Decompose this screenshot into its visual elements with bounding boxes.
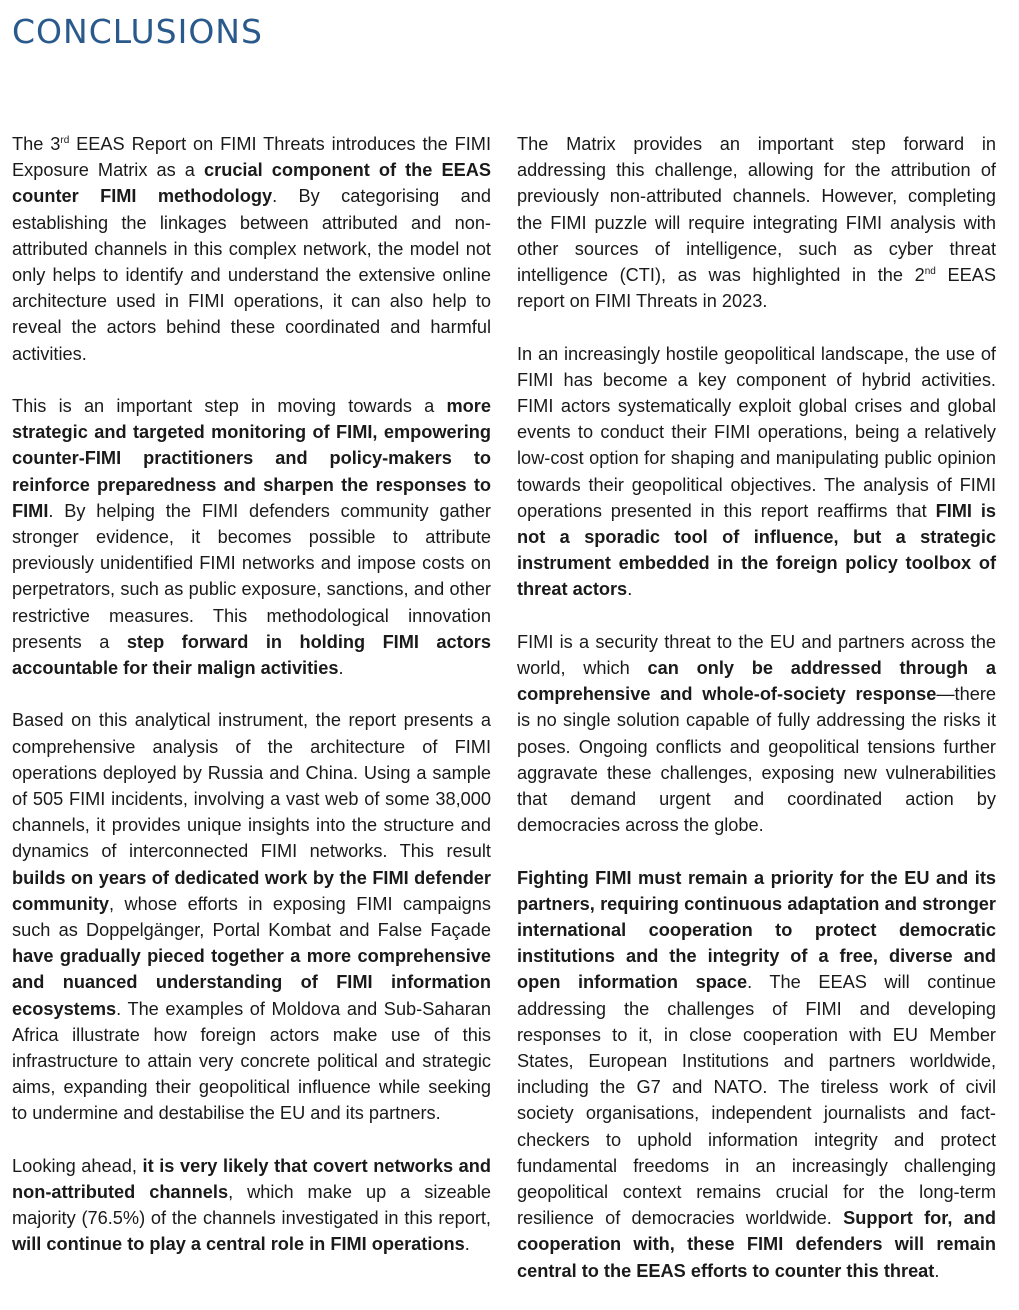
text-run: FIMI is a security threat to the EU and partners across the world, which [517,631,996,679]
text-run: , which make up a sizeable majority (76.5%) of the channels investigated in this report, [12,1182,491,1229]
bold-text: FIMI is not a sporadic tool of influence, but a strategic instrument embedded in the foreign policy toolbox of threat actors [517,500,996,600]
text-run: This is an important step in moving towards a [12,396,447,417]
text-run: Based on this analytical instrument, the report presents a comprehensive analysis of the architecture of FIMI operations deployed by Russia and China. Using a sample of 505 FIMI incidents, involving a vast web of some 38,000 channels, it provides unique insights into the structure and dynamics of interconnected FIMI networks. This result [12,710,491,862]
text-run: EEAS report on FIMI Threats in 2023. [517,265,996,312]
bold-text: will continue to play a central role in FIMI operations [12,1234,465,1255]
text-run: The 3 [12,134,61,154]
superscript-text: nd [924,266,936,278]
bold-text: more strategic and targeted monitoring of FIMI, empowering counter-FIMI practitioners and policy-makers to reinforce preparedness and sharpen the responses to FIMI [12,396,491,521]
right-column [517,131,996,1310]
text-run: . The examples of Moldova and Sub-Saharan Africa illustrate how foreign actors make use of this infrastructure to attain very concrete political and strategic aims, expanding their geopolitical influence while seeking to undermine and destabilise the EU and its partners. [12,998,491,1124]
text-run: . By helping the FIMI defenders community gather stronger evidence, it becomes possible to attribute previously unidentified FIMI networks and impose costs on perpetrators, such as public exposure, sanctions, and other restrictive measures. This methodological innovation presents a [12,500,491,652]
bold-text: it is very likely that covert networks and non-attributed channels [12,1155,491,1203]
left-paragraph-1 [12,131,491,367]
bold-text: can only be addressed through a comprehensive and whole-of-society response [517,658,996,705]
text-run: . The EEAS will continue addressing the challenges of FIMI and developing responses to it, in close cooperation with EU Member States, European Institutions and partners worldwide, including the G7 and NATO. The tireless work of civil society organisations, independent journalists and fact-checkers to uphold information integrity and protect fundamental freedoms in an increasingly challenging geopolitical context remains crucial for the long-term resilience of democracies worldwide. [517,972,996,1229]
text-run: . [464,1234,470,1255]
left-paragraph-4 [12,1153,491,1258]
text-run: . [338,658,344,679]
left-paragraph-2 [12,393,491,681]
left-paragraph-3 [12,707,491,1126]
right-paragraph-1 [517,131,996,314]
bold-text: step forward in holding FIMI actors accountable for their malign activities [12,631,491,679]
text-run: . By categorising and establishing the linkages between attributed and non-attributed channels in this complex network, the model not only helps to identify and understand the extensive online architecture used in FIMI operations, it can also help to reveal the actors behind these coordinated and harmful activities. [12,186,491,364]
text-run: . [934,1260,940,1281]
bold-text: Fighting FIMI must remain a priority for the EU and its partners, requiring continuous adaptation and stronger international cooperation to protect democratic institutions and the integrity of a free, diverse and open information space [517,867,996,993]
text-run: In an increasingly hostile geopolitical landscape, the use of FIMI has become a key component of hybrid activities. FIMI actors systematically exploit global crises and global events to conduct their FIMI operations, being a relatively low-cost option for shaping and manipulating public opinion towards their geopolitical objectives. The analysis of FIMI operations presented in this report reaffirms that [517,343,996,521]
left-column [12,131,491,1284]
text-run: —there is no single solution capable of fully addressing the risks it poses. Ongoing conflicts and geopolitical tensions further aggravate these challenges, exposing new vulnerabilities that demand urgent and coordinated action by democracies across the globe. [517,684,996,836]
text-run: . [627,579,633,600]
text-run: EEAS Report on FIMI Threats introduces the FIMI Exposure Matrix as a [12,134,491,181]
text-run: , whose efforts in exposing FIMI campaigns such as Doppelgänger, Portal Kombat and False Façade [12,893,491,941]
superscript-text: rd [60,135,70,146]
bold-text: Support for, and cooperation with, these FIMI defenders will remain central to the EEAS efforts to counter this threat [517,1208,997,1281]
right-paragraph-2 [517,341,996,603]
bold-text: crucial component of the EEAS counter FIMI methodology [12,160,491,207]
bold-text: have gradually pieced together a more comprehensive and nuanced understanding of FIMI information ecosystems [12,946,491,1019]
right-paragraph-3 [517,629,996,839]
bold-text: builds on years of dedicated work by the FIMI defender community [12,867,491,914]
page-title: CONCLUSIONS [12,12,263,51]
text-run: Looking ahead, [12,1155,143,1176]
text-run: The Matrix provides an important step forward in addressing this challenge, allowing for the attribution of previously non-attributed channels. However, completing the FIMI puzzle will require integrating FIMI analysis with other sources of intelligence, such as cyber threat intelligence (CTI), as was highlighted in the 2 [517,134,996,286]
right-paragraph-4 [517,865,996,1284]
